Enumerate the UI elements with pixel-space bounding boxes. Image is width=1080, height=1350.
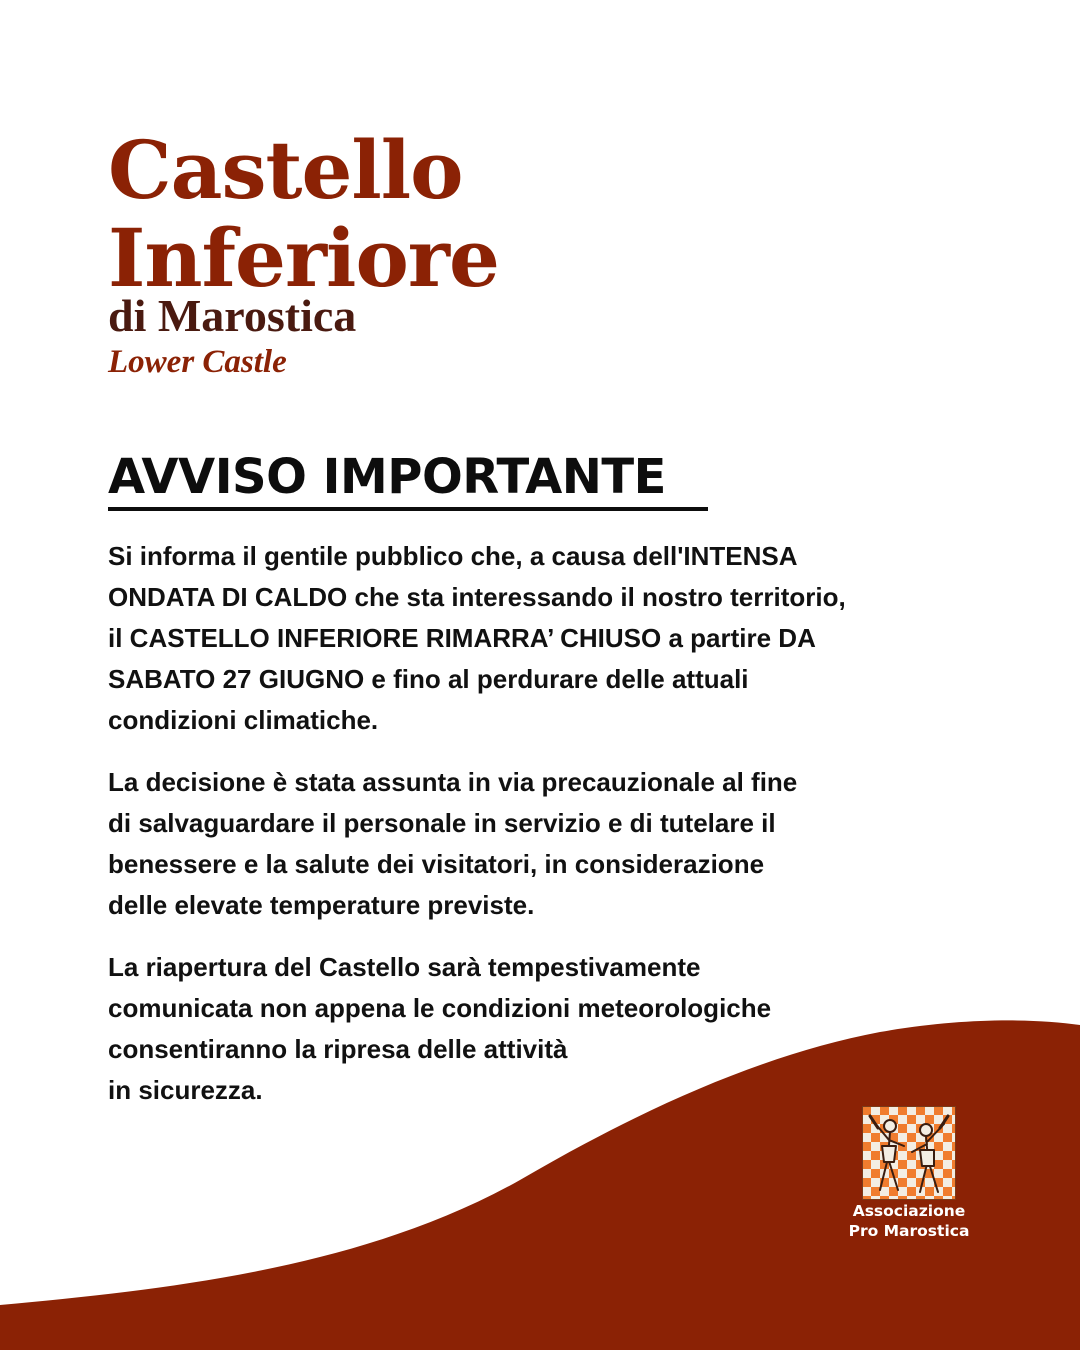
- title-line-inferiore: Inferiore: [108, 211, 499, 305]
- notice-paragraph-reason: La decisione è stata assunta in via precauzionale al fine di salvaguardare il personale in servizio e di tutelare il benessere e la salute dei visitatori, in considerazione delle elevate temperature previste.: [108, 767, 798, 920]
- heading-underline: [108, 507, 708, 511]
- notice-paragraph-reopening: La riapertura del Castello sarà tempestivamente comunicata non appena le condizioni meteorologiche consentiranno la ripresa delle attività in sicurezza.: [108, 952, 772, 1105]
- title-line-castello: Castello: [108, 123, 463, 217]
- english-name: Lower Castle: [108, 344, 287, 380]
- chess-knights-logo-icon: [862, 1106, 956, 1200]
- notice-paragraph-closure: Si informa il gentile pubblico che, a causa dell'INTENSA ONDATA DI CALDO che sta interessando il nostro territorio, il CASTELLO INFERIORE RIMARRA’ CHIUSO a partire DA SABATO 27 GIUGNO e fino al perdurare delle attuali condizioni climatiche.: [108, 541, 846, 735]
- logo-caption: Associazione Pro Marostica: [848, 1202, 970, 1240]
- subtitle-location: di Marostica: [108, 290, 357, 341]
- notice-heading: AVVISO IMPORTANTE: [108, 449, 666, 505]
